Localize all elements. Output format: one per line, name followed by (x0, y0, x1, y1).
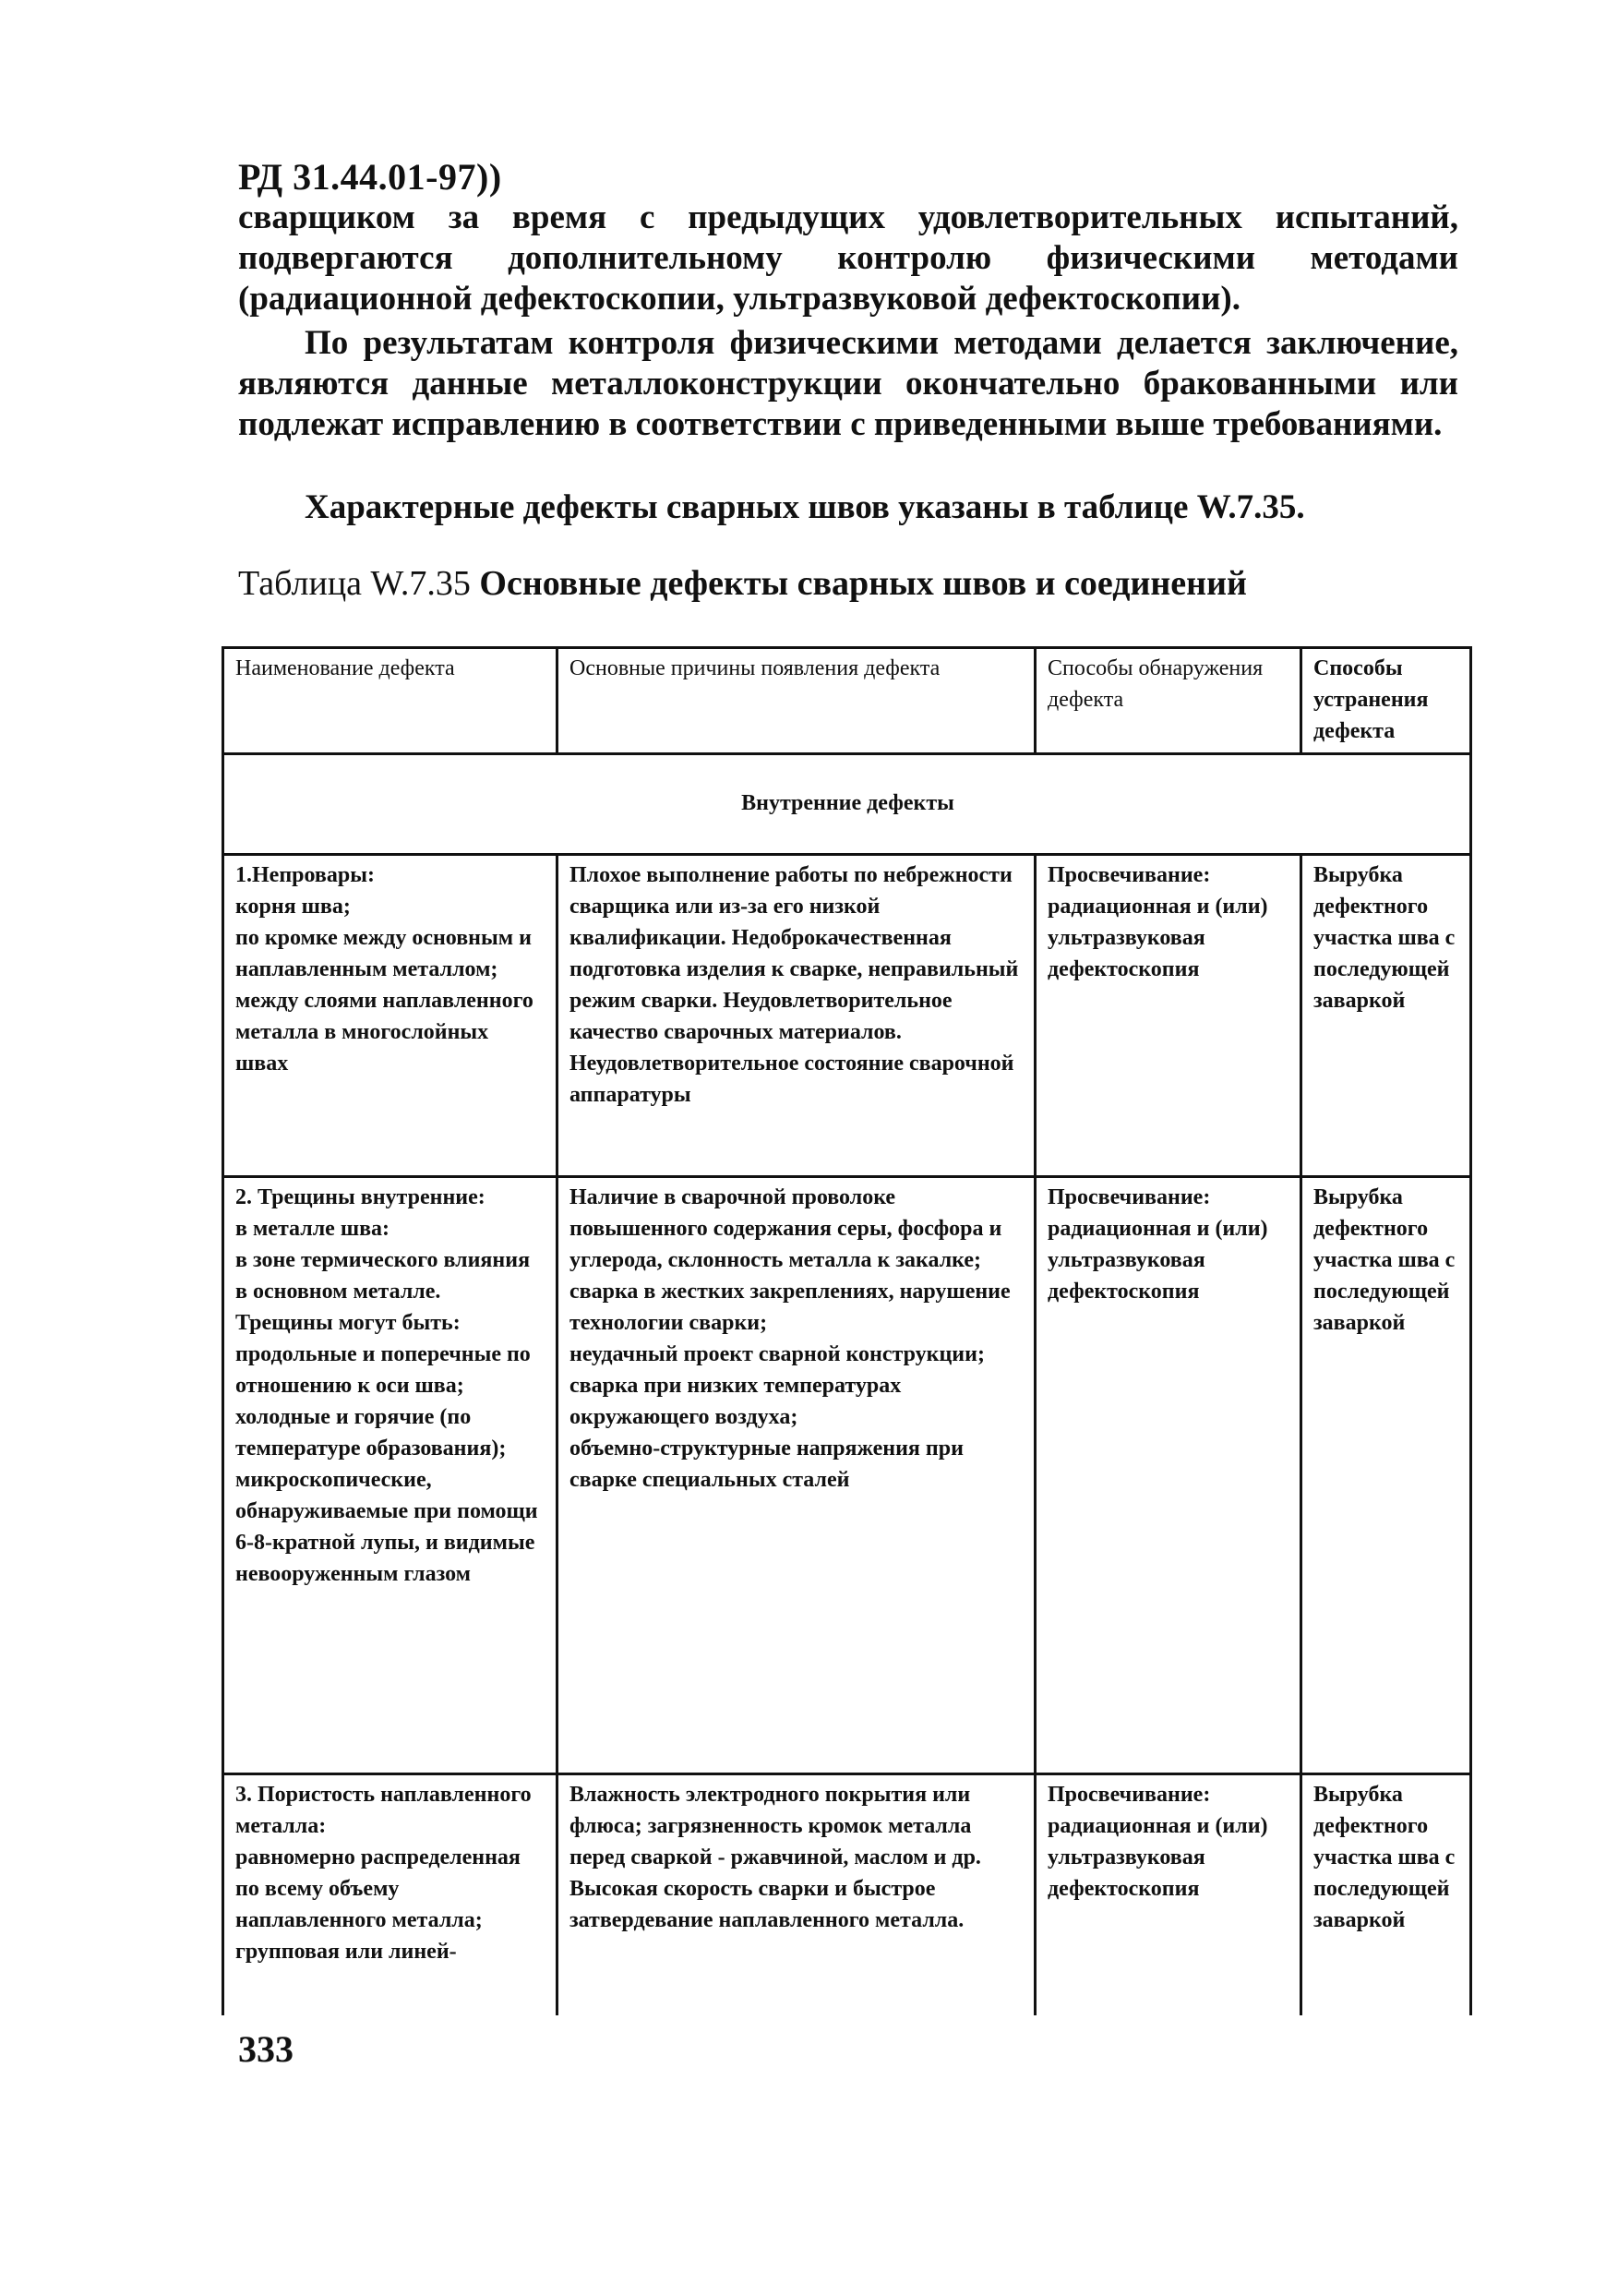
table-header-row (223, 648, 1471, 754)
page-number: 333 (238, 2028, 294, 2070)
cell-line: Высокая скорость сварки и быстрое затвердевание наплавленного металла. (569, 1877, 965, 1932)
header-detection: Способы обнаружения дефекта (1036, 648, 1301, 754)
cell-line: холодные и горячие (по температуре образования); (235, 1405, 507, 1461)
cell-line: объемно-структурные напряжения при сварке специальных сталей (569, 1437, 964, 1492)
paragraph-continuation: сварщиком за время с предыдущих удовлетворительных испытаний, подвергаются дополнительному контролю физическими методами (радиационной дефектоскопии, ультразвуковой дефектоскопии). (238, 198, 1458, 318)
defects-table (222, 646, 1472, 2015)
cell-line: по кромке между основным и наплавленным металлом; (235, 926, 532, 981)
table-row (223, 1177, 1471, 1774)
cell-detection: Просвечивание: радиационная и (или) ультразвуковая дефектоскопия (1036, 855, 1301, 1177)
cell-line: 2. Трещины внутренние: (235, 1185, 485, 1209)
table-caption (238, 563, 1247, 604)
cell-line: сварка в жестких закреплениях, нарушение технологии сварки; (569, 1280, 1011, 1335)
cell-causes (557, 855, 1036, 1177)
cell-line: в металле шва: (235, 1217, 390, 1241)
cell-line: неудачный проект сварной конструкции; (569, 1342, 985, 1366)
cell-line: между слоями наплавленного металла в многослойных швах (235, 989, 533, 1076)
table-section-row (223, 754, 1471, 855)
header-removal-label: Способы устранения дефекта (1313, 656, 1429, 743)
header-defect-name: Наименование дефекта (223, 648, 557, 754)
cell-causes (557, 1177, 1036, 1774)
cell-removal: Вырубка дефектного участка шва с последующей заваркой (1301, 1177, 1471, 1774)
cell-line: Плохое выполнение работы по небрежности сварщика или из-за его низкой квалификации. Недоброкачественная подготовка изделия к сварке, неправильный режим сварки. Неудовлетворительное качество сварочных материалов. Неудовлетворительное состояние сварочной аппаратуры (569, 863, 1019, 1107)
cell-defect-name (223, 1177, 557, 1774)
paragraph-table-reference: Характерные дефекты сварных швов указаны в таблице W.7.35. (305, 488, 1305, 526)
cell-detection: Просвечивание: радиационная и (или) ультразвуковая дефектоскопия (1036, 1177, 1301, 1774)
cell-detection: Просвечивание: радиационная и (или) ультразвуковая дефектоскопия (1036, 1774, 1301, 2016)
cell-line: Влажность электродного покрытия или флюса; загрязненность кромок металла перед сваркой - ржавчиной, маслом и др. (569, 1783, 981, 1869)
cell-line: Наличие в сварочной проволоке повышенного содержания серы, фосфора и углерода, склонность металла к закалке; (569, 1185, 1002, 1272)
cell-line: групповая или линей- (235, 1940, 457, 1964)
cell-causes (557, 1774, 1036, 2016)
cell-removal: Вырубка дефектного участка шва с последующей заваркой (1301, 855, 1471, 1177)
table-caption-number: Таблица W.7.35 (238, 564, 471, 603)
cell-line: микроскопические, обнаруживаемые при помощи 6-8-кратной лупы, и видимые невооруженным глазом (235, 1468, 538, 1586)
table-row (223, 855, 1471, 1177)
cell-defect-name (223, 855, 557, 1177)
cell-line: 3. Пористость наплавленного металла: (235, 1783, 532, 1838)
cell-line: 1.Непровары: (235, 863, 375, 887)
cell-line: Трещины могут быть: продольные и поперечные по отношению к оси шва; (235, 1311, 531, 1398)
table-caption-title: Основные дефекты сварных швов и соединений (479, 564, 1247, 603)
header-removal (1301, 648, 1471, 754)
table-row (223, 1774, 1471, 2016)
cell-line: сварка при низких температурах окружающего воздуха; (569, 1374, 902, 1429)
section-internal-defects: Внутренние дефекты (223, 754, 1471, 855)
header-causes: Основные причины появления дефекта (557, 648, 1036, 754)
cell-line: равномерно распределенная по всему объему наплавленного металла; (235, 1845, 521, 1932)
document-reference: РД 31.44.01-97)) (238, 156, 502, 198)
cell-line: в зоне термического влияния в основном металле. (235, 1248, 531, 1304)
cell-line: корня шва; (235, 895, 351, 919)
cell-defect-name (223, 1774, 557, 2016)
paragraph-conclusion: По результатам контроля физическими методами делается заключение, являются данные металлоконструкции окончательно бракованными или подлежат исправлению в соответствии с приведенными выше требованиями. (238, 324, 1458, 443)
cell-removal: Вырубка дефектного участка шва с последующей заваркой (1301, 1774, 1471, 2016)
